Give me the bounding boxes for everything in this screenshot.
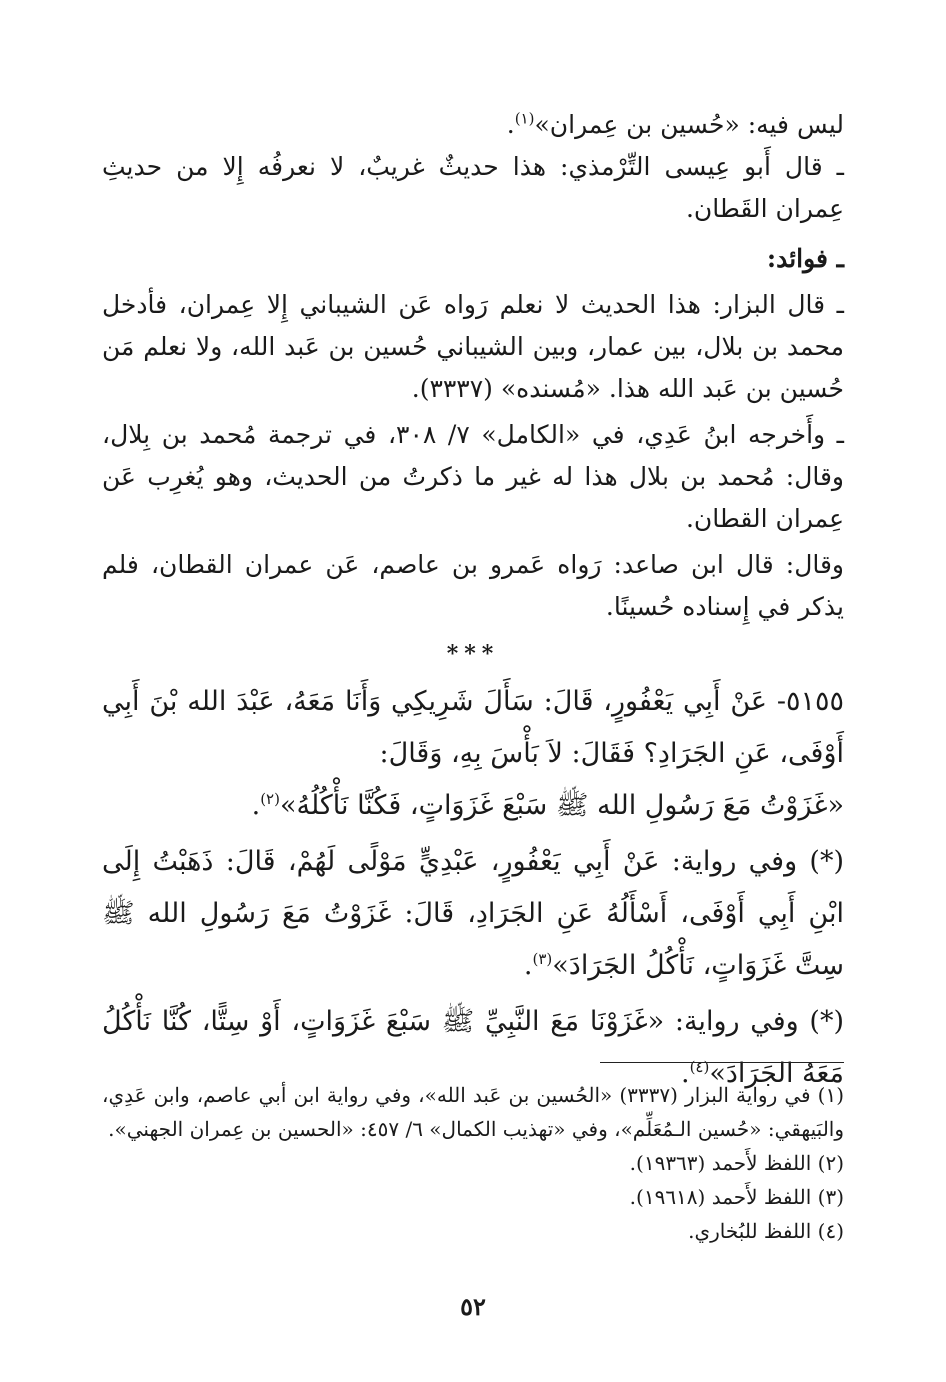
footnote-ref-4: (٤) (689, 1058, 710, 1076)
hadith-main: ٥١٥٥- عَنْ أَبِي يَعْفُورٍ، قَالَ: سَأَلَ شَرِيكِي وَأَنَا مَعَهُ، عَبْدَ الله بْنَ أَبِي أَوْفَى، عَنِ الجَرَادِ؟ فَقَالَ: لاَ بَأْسَ بِهِ، وَقَالَ: (102, 686, 844, 769)
paragraph-3: ـ قال البزار: هذا الحديث لا نعلم رَواه عَن الشيباني إِلا عِمران، فأدخل محمد بن بلال، بين عمار، وبين الشيباني حُسين بن عَبد الله، ولا نعلم مَن حُسين بن عَبد الله هذا. «مُسنده» (٣٣٣٧). (102, 290, 844, 403)
riwaya-1 (102, 836, 844, 992)
footnote-divider (600, 1062, 844, 1063)
footnote-2: (٢) اللفظ لأَحمد (١٩٣٦٣). (629, 1151, 844, 1175)
main-text (102, 104, 844, 1100)
footnote-ref-2: (٢) (260, 790, 280, 808)
riwaya-2-end: . (680, 1058, 690, 1089)
paragraph-1 (102, 104, 844, 146)
paragraph-4: ـ وأَخرجه ابنُ عَدِي، في «الكامل» ٧/ ٣٠٨، في ترجمة مُحمد بن بِلال، وقال: مُحمد بن بلال هذا له غير ما ذكرتُ من الحديث، وهو يُغرِب عَن عِمران القطان. (102, 420, 845, 533)
hadith-quote-end: . (251, 790, 261, 821)
footnote-3: (٣) اللفظ لأَحمد (١٩٦١٨). (629, 1185, 844, 1209)
paragraph-5: وقال: قال ابن صاعد: رَواه عَمرو بن عاصم، عَن عمران القطان، فلم يذكر في إِسناده حُسينًا. (102, 550, 844, 621)
section-separator: *** (446, 641, 500, 667)
riwaya-1-end: . (523, 950, 533, 981)
hadith-quote (102, 780, 844, 832)
page-number: ٥٢ (460, 1292, 486, 1321)
hadith-quote-text: «غَزَوْتُ مَعَ رَسُولِ الله ﷺ سَبْعَ غَزَوَاتٍ، فَكُنَّا نَأْكُلُهُ» (279, 790, 844, 821)
footnote-ref-1: (١) (514, 109, 535, 128)
footnote-ref-3: (٣) (532, 950, 553, 968)
footnote-1: (١) في رواية البزار (٣٣٣٧) «الحُسين بن عَبد الله»، وفي رواية ابن أبي عاصم، وابن عَدِي، والبَيهقي: «حُسين الـمُعَلِّم»، وفي «تهذيب الكمال» ٦/ ٤٥٧: «الحسين بن عِمران الجهني». (102, 1083, 844, 1141)
riwaya-1-text: (*) وفي رواية: عَنْ أَبِي يَعْفُورٍ، عَبْدِيٍّ مَوْلًى لَهُمْ، قَالَ: ذَهَبْتُ إِلَى ابْنِ أَبِي أَوْفَى، أَسْأَلُهُ عَنِ الجَرَادِ، قَالَ: غَزَوْتُ مَعَ رَسُولِ الله ﷺ سِتَّ غَزَوَاتٍ، نَأْكُلُ الجَرَادَ» (102, 846, 844, 981)
paragraph-1-end: . (506, 110, 515, 139)
paragraph-2: ـ قال أَبو عِيسى التِّرْمذي: هذا حديثٌ غريبٌ، لا نعرفُه إِلا من حديثِ عِمران القَطان. (102, 152, 844, 223)
paragraph-1-text: ليس فيه: «حُسين بن عِمران» (534, 110, 844, 139)
footnote-4: (٤) اللفظ للبُخاري. (688, 1219, 844, 1243)
benefits-heading: ـ فوائد: (766, 244, 844, 273)
footnotes (102, 1078, 844, 1248)
riwaya-2-text: (*) وفي رواية: «غَزَوْنَا مَعَ النَّبِيِّ ﷺ سَبْعَ غَزَوَاتٍ، أَوْ سِتًّا، كُنَّا نَأْكُلُ مَعَهُ الجَرَادَ» (102, 1006, 844, 1089)
